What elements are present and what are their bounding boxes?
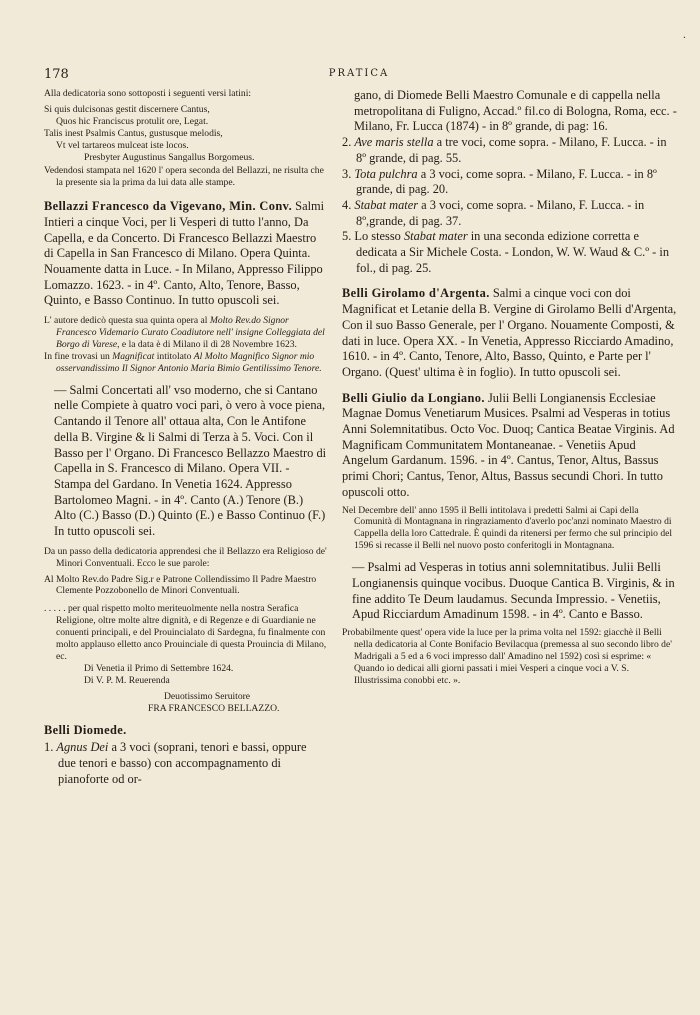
text-paragraph: — Psalmi ad Vesperas in totius anni solemnitatibus. Julii Belli Longianensis quinque vocibus. Duoque Cantica B. Virginis, & in fine addito Te Deum laudamus. Secunda Impressio. - Venetiis, Apud Ricciardum Amadinum 1598. - in 4º. Canto e Basso.: [352, 560, 675, 622]
page-number: 178: [44, 67, 69, 82]
text-paragraph: Di V. P. M. Reuerenda: [84, 674, 170, 686]
italic-title: Magnificat: [112, 350, 155, 362]
italic-title: Stabat mater: [403, 229, 468, 244]
text-paragraph: 3. Tota pulchra a 3 voci, come sopra. - Milano, F. Lucca. - in 8º grande, di pag. 20.: [342, 166, 657, 197]
entry-paragraph: Bellazzi Francesco da Vigevano, Min. Conv. Salmi Intieri a cinque Voci, per li Vesperi di tutto l'anno, Da Capella, e da Concerto. Di Francesco Bellazzi Maestro di Capella in San Francesco di Milano. Opera Quinta. Nouamente datta in Luce. - In Milano, Appresso Filippo Lomazzo. 1623. - in 4º. Canto, Alto, Tenore, Basso, Quinto, e Basso Continuo. In tutto opuscoli sei.: [44, 199, 325, 308]
text-paragraph: Al Molto Rev.do Padre Sig.r e Patrone Collendissimo Il Padre Maestro Clemente Pozzobonello de Minori Conventuali.: [44, 573, 317, 597]
entry-paragraph: Belli Girolamo d'Argenta. Salmi a cinque voci con doi Magnificat et Letanie della B. Vergine di Girolamo Belli d'Argenta, Con il suo Basso Generale, per l' Organo. Nouamente Composti, & dati in luce. Opera XX. - In Venetia, Appresso Ricciardo Amadino, 1610. - in 4º. Canto, Tenore, Alto, Basso, Quinto, e Parte per l' Organo. (Quest' ultima è in foglio). In tutto opuscoli sei.: [342, 286, 677, 379]
italic-title: Agnus Dei: [56, 740, 109, 755]
corner-mark: .: [682, 30, 686, 41]
text-paragraph: In fine trovasi un Magnificat intitolato Al Molto Magnifico Signor mio osservandissimo Il Signor Antonio Maria Bimio Gentilissimo Tenore.: [44, 350, 322, 374]
page-header: [44, 67, 674, 83]
entry-heading: Bellazzi Francesco da Vigevano, Min. Conv.: [44, 199, 293, 214]
entry-paragraph: Belli Giulio da Longiano. Julii Belli Longianensis Ecclesiae Magnae Domus Venetiarum Musices. Psalmi ad Vesperas in totius Anni Solemnitatibus. Octo Voc. Duoq; Cantica Beatae Virginis. Ad Magnificam Communitatem Montaneanae. - Venetiis Apud Angelum Gardanum. 1596. - in 4º. Cantus, Tenor, Altus, Bassus primi Chori; Cantus, Tenor, Altus, Bassus secundi Chori. In tutto opuscoli otto.: [342, 390, 675, 499]
entry-heading: Belli Giulio da Longiano.: [342, 390, 485, 405]
text-paragraph: gano, di Diomede Belli Maestro Comunale e di cappella nella metropolitana di Fuligno, Accad.º fil.co di Bologna, Roma, ecc. - Milano, Fr. Lucca (1874) - in 8º grande, di pag: 16.: [354, 88, 677, 134]
entry-heading: Belli Diomede.: [44, 722, 127, 737]
text-paragraph: Talis inest Psalmis Cantus, gustusque melodis,: [44, 127, 223, 139]
text-paragraph: L' autore dedicò questa sua quinta opera al Molto Rev.do Signor Francesco Videmario Curato Coadiutore nell' insigne Colleggiata del Borgo di Varese, e la data è di Milano il dì 28 Novembre 1623.: [44, 315, 325, 350]
text-paragraph: Si quis dulcisonas gestit discernere Cantus,: [44, 103, 210, 115]
italic-title: Stabat mater: [354, 197, 419, 212]
italic-title: Molto Rev.do Signor Francesco Videmario Curato Coadiutore nell' insigne Colleggiata del Borgo di Varese: [56, 315, 325, 350]
text-paragraph: Presbyter Augustinus Sangallus Borgomeus.: [84, 151, 255, 163]
text-paragraph: Quos hic Franciscus protulit ore, Legat.: [56, 115, 209, 127]
italic-title: Ave maris stella: [354, 135, 434, 150]
text-paragraph: Probabilmente quest' opera vide la luce per la prima volta nel 1592: giacchè il Belli nella dedicatoria al Conte Bonifacio Bevilacqua (premessa al suo secondo libro de' Madrigali a 5 ed a 6 voci impresso dall' Amadino nel 1592) così si esprime: « Quando io dedicai alli giorni passati i miei Vesperi a cinque voci a V. S. Illustrissima conobbi etc. ».: [342, 627, 672, 686]
text-paragraph: Deuotissimo Seruitore: [164, 690, 251, 702]
text-paragraph: Di Venetia il Primo di Settembre 1624.: [84, 662, 234, 674]
text-paragraph: 5. Lo stesso Stabat mater in una seconda edizione corretta e dedicata a Sir Michele Costa. - London, W. W. Waud & C.º - in fol., di pag. 25.: [342, 229, 670, 275]
text-paragraph: Nel Decembre dell' anno 1595 il Belli intitolava i predetti Salmi ai Capi della Comunità di Montagnana in ringraziamento d'averlo poc'anzi nominato Maestro di Cappella della loro Cattedrale. È quindi da ritenersi per fermo che sul principio del 1596 si recasse il Belli nel nuovo posto conferitogli in Montagnana.: [342, 504, 673, 552]
text-paragraph: . . . . . per qual rispetto molto meriteuolmente nella nostra Serafica Religione, oltre molte altre dignità, e di Regenze e di Guardianie ne conuenti principali, e del Prouincialato di Sardegna, fu finalmente con molto applauso elletto anco Prouinciale di questa Prouincia di Milano, ec.: [44, 603, 327, 662]
text-paragraph: FRA FRANCESCO BELLAZZO.: [148, 702, 280, 714]
text-paragraph: 4. Stabat mater a 3 voci, come sopra. - Milano, F. Lucca. - in 8º,grande, di pag. 37.: [342, 197, 645, 228]
text-paragraph: Da un passo della dedicatoria apprendesi che il Bellazzo era Religioso de' Minori Conventuali. Ecco le sue parole:: [44, 545, 327, 569]
italic-title: Al Molto Magnifico Signor mio osservandissimo Il Signor Antonio Maria Bimio Gentilissimo Tenore.: [56, 350, 322, 374]
entry-paragraph: [44, 723, 327, 739]
right-column: [342, 88, 678, 687]
running-title: PRATICA: [328, 68, 390, 79]
text-paragraph: Vt vel tartareos mulceat iste locos.: [56, 139, 189, 151]
left-column: [44, 88, 327, 787]
text-paragraph: 1. Agnus Dei a 3 voci (soprani, tenori e bassi, oppure due tenori e basso) con accompagnamento di pianoforte od or-: [44, 740, 307, 786]
entry-heading: Belli Girolamo d'Argenta.: [342, 286, 490, 301]
text-paragraph: Vedendosi stampata nel 1620 l' opera seconda del Bellazzi, ne risulta che la presente sia la prima da lui data alle stampe.: [44, 165, 324, 189]
text-paragraph: — Salmi Concertati all' vso moderno, che si Cantano nelle Compiete à quatro voci pari, ò vero à voce piena, Cantando il Tenore all' ottaua alta, Con le Antifone della B. Virgine & li Salmi di Terza à 5. Voci. Con il Basso per l' Organo. Di Francesco Bellazzo Maestro di Capella in S. Francesco di Milano. Opera VII. - Stampa del Gardano. In Venetia 1624. Appresso Bartolomeo Magni. - in 4º. Canto (A.) Tenore (B.) Alto (C.) Basso (D.) Quinto (E.) e Basso Continuo (F.) In tutto opuscoli sei.: [54, 382, 327, 539]
italic-title: Tota pulchra: [354, 166, 418, 181]
text-paragraph: Alla dedicatoria sono sottoposti i seguenti versi latini:: [44, 88, 252, 99]
text-paragraph: 2. Ave maris stella a tre voci, come sopra. - Milano, F. Lucca. - in 8º grande, di pag. 55.: [342, 135, 667, 165]
